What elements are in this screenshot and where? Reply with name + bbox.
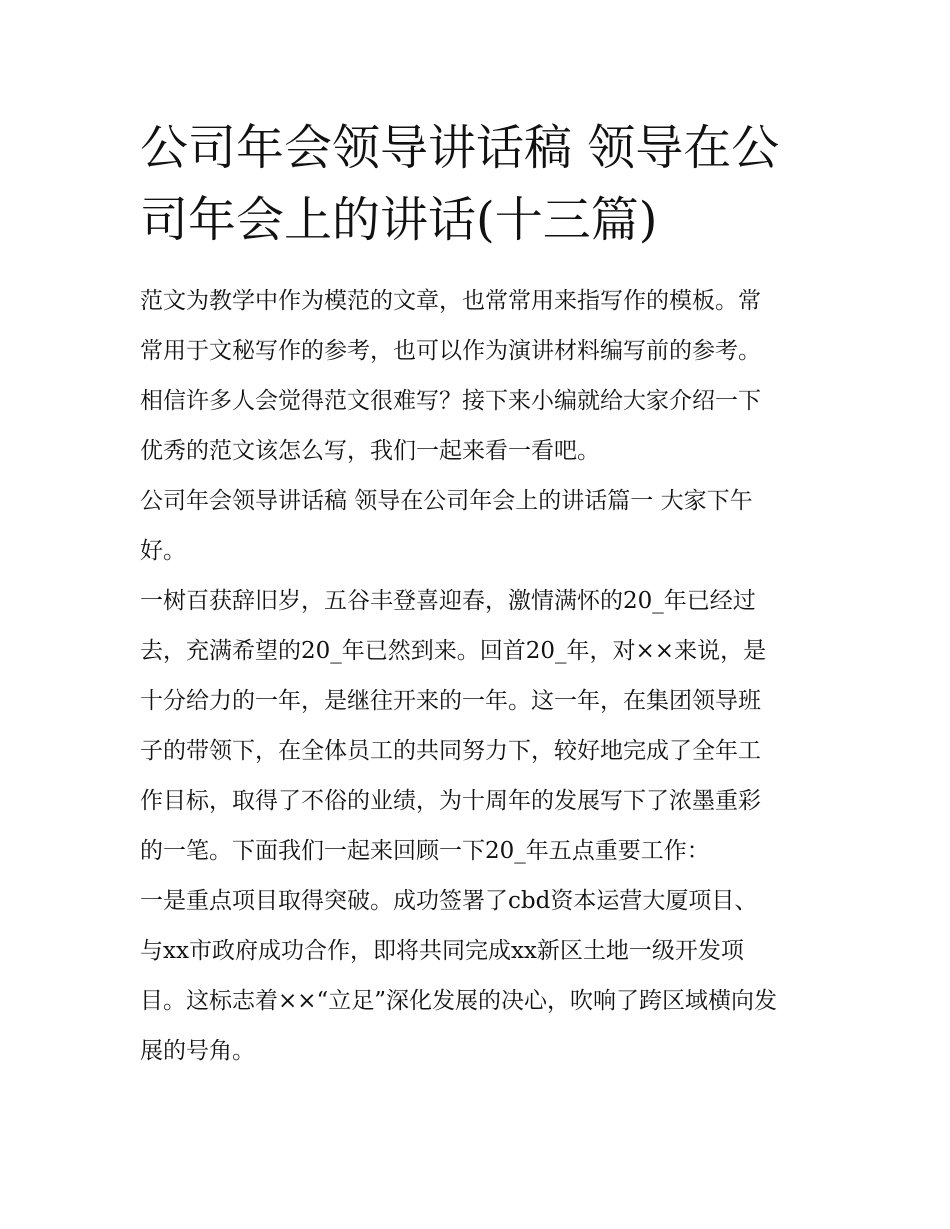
body-line: 公司年会领导讲话稿 领导在公司年会上的讲话篇一 大家下午 — [140, 488, 753, 514]
body-line: 十分给力的一年，是继往开来的一年。这一年，在集团领导班 — [140, 688, 761, 714]
body-line: 去，充满希望的20_年已然到来。回首20_年，对××来说，是 — [140, 638, 767, 664]
body-line: 的一笔。下面我们一起来回顾一下20_年五点重要工作： — [140, 838, 710, 864]
body-line: 子的带领下，在全体员工的共同努力下，较好地完成了全年工 — [140, 738, 761, 764]
body-line: 好。 — [140, 538, 186, 564]
body-line: 与xx市政府成功合作，即将共同完成xx新区土地一级开发项 — [140, 938, 744, 964]
body-line: 一树百获辞旧岁，五谷丰登喜迎春，激情满怀的20_年已经过 — [140, 588, 756, 614]
body-line: 常用于文秘写作的参考，也可以作为演讲材料编写前的参考。 — [140, 338, 761, 364]
document-title — [140, 112, 820, 256]
body-line: 相信许多人会觉得范文很难写？接下来小编就给大家介绍一下 — [140, 388, 761, 414]
body-line: 作目标，取得了不俗的业绩，为十周年的发展写下了浓墨重彩 — [140, 788, 761, 814]
body-line: 目。这标志着××“立足”深化发展的决心，吹响了跨区域横向发 — [140, 988, 778, 1014]
title-line: 司年会上的讲话(十三篇) — [140, 192, 658, 248]
body-line: 范文为教学中作为模范的文章，也常常用来指写作的模板。常 — [140, 288, 761, 314]
body-line: 优秀的范文该怎么写，我们一起来看一看吧。 — [140, 438, 600, 464]
title-line: 公司年会领导讲话稿 领导在公 — [140, 120, 780, 176]
body-line: 一是重点项目取得突破。成功签署了cbd资本运营大厦项目、 — [140, 888, 758, 914]
document-body — [140, 276, 830, 1076]
body-line: 展的号角。 — [140, 1038, 255, 1064]
